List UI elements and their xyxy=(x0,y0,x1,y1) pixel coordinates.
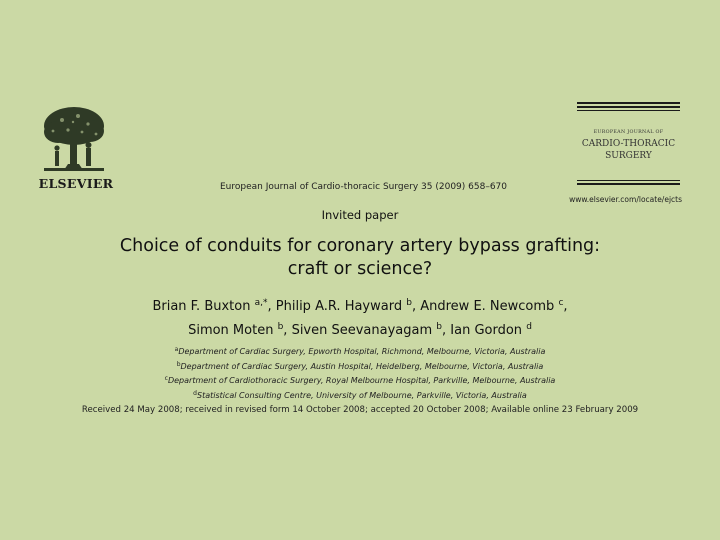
article-title-line1: Choice of conduits for coronary artery bypass grafting: xyxy=(119,236,601,256)
affiliation-text: Statistical Consulting Centre, University of Melbourne, Parkville, Victoria, Australia xyxy=(196,390,527,400)
article-history-dates: Received 24 May 2008; received in revised form 14 October 2008; accepted 20 October 2008; Available online 23 February 2009 xyxy=(81,405,639,415)
author-name: Ian Gordon xyxy=(450,323,523,338)
journal-citation: European Journal of Cardio-thoracic Surgery 35 (2009) 658–670 xyxy=(220,182,507,192)
affiliation-mark: d xyxy=(193,389,197,397)
author-affil-mark: a,* xyxy=(254,298,268,308)
affiliation-text: Department of Cardiothoracic Surgery, Royal Melbourne Hospital, Parkville, Melbourne, Australia xyxy=(167,376,556,386)
masthead-subtitle: EUROPEAN JOURNAL OF xyxy=(593,130,664,135)
affiliation-list xyxy=(110,344,610,402)
masthead-rules-top xyxy=(577,102,680,113)
masthead-title xyxy=(572,138,685,162)
author-affil-mark: b xyxy=(436,322,443,332)
affiliation-mark: b xyxy=(176,360,181,368)
affiliation xyxy=(110,388,610,403)
affiliation-text: Department of Cardiac Surgery, Epworth Hospital, Richmond, Melbourne, Victoria, Australia xyxy=(178,347,546,356)
author-name: Brian F. Buxton xyxy=(152,299,251,314)
author-name: Simon Moten xyxy=(188,323,274,338)
author-name: Siven Seevanayagam xyxy=(291,323,433,338)
masthead-rule xyxy=(577,106,680,108)
affiliation-text: Department of Cardiac Surgery, Austin Hospital, Heidelberg, Melbourne, Victoria, Australia xyxy=(180,361,544,371)
masthead-rule xyxy=(577,110,680,111)
masthead-rule xyxy=(577,183,680,185)
masthead-rule xyxy=(577,180,680,181)
author-name: Andrew E. Newcomb xyxy=(420,299,555,314)
author-name: Philip A.R. Hayward xyxy=(275,299,403,314)
author-affil-mark: b xyxy=(406,298,412,308)
elsevier-wordmark: ELSEVIER xyxy=(38,176,114,191)
elsevier-tree-logo xyxy=(38,104,110,174)
affiliation-mark: a xyxy=(174,346,179,353)
masthead-title-line2: SURGERY xyxy=(605,151,652,161)
affiliation xyxy=(110,373,610,388)
affiliation xyxy=(110,344,610,359)
article-type: Invited paper xyxy=(321,208,399,222)
affiliation-mark: c xyxy=(164,375,168,383)
author-affil-mark: b xyxy=(277,322,284,332)
affiliation xyxy=(110,359,610,374)
article-title-line2: craft or science? xyxy=(287,259,433,279)
masthead-rule xyxy=(577,102,680,104)
author-affil-mark: d xyxy=(526,322,532,332)
author-line-1: Brian F. Buxton $^{a,*}$, Philip A.R. Hayward $^b$, Andrew E. Newcomb $^c$, xyxy=(152,298,568,314)
author-line-2: Simon Moten $^b$, Siven Seevanayagam $^b$, Ian Gordon $^d$ xyxy=(188,322,532,338)
author-list xyxy=(80,293,640,341)
article-title xyxy=(60,235,660,281)
author-affil-mark: c xyxy=(558,298,564,308)
masthead-title-line1: CARDIO-THORACIC xyxy=(581,139,676,149)
masthead-rules-bottom xyxy=(577,180,680,187)
journal-url[interactable]: www.elsevier.com/locate/ejcts xyxy=(569,195,682,204)
